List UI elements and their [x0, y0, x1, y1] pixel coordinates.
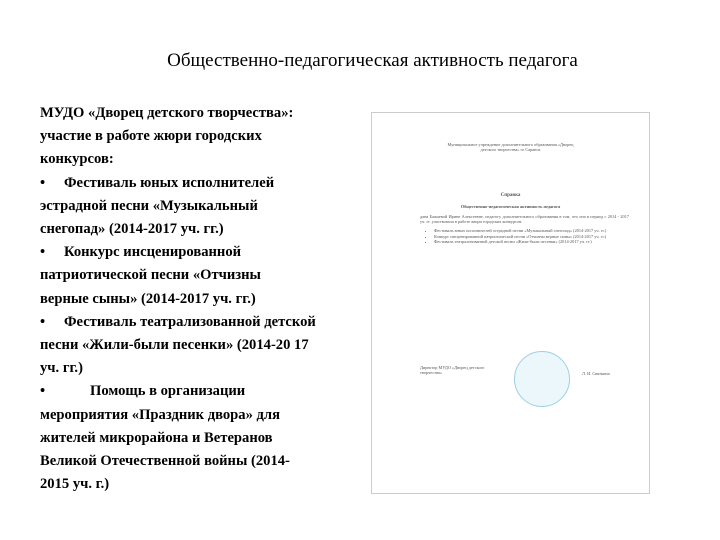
text-line: уч. гг.): [40, 360, 83, 377]
doc-signer-name: Л. И. Святкина: [582, 371, 610, 376]
doc-signer-title: Директор МУДО «Дворец детского творчества»: [420, 365, 485, 376]
text-line: верные сыны» (2014-2017 уч. гг.): [40, 290, 256, 307]
text-line: патриотической песни «Отчизны: [40, 267, 261, 284]
text-line: МУДО «Дворец детского творчества»:: [40, 105, 294, 121]
doc-header: Муниципальное учреждение дополнительного образования «Дворец детского творчества» го Саранск: [447, 142, 574, 153]
list-item: • Фестиваль театрализованной детской: [40, 311, 360, 334]
text-line: песни «Жили-были песенки» (2014-20 17: [40, 337, 309, 354]
bullet: •: [40, 383, 46, 400]
doc-body: дана Бажаевой Ирине Алексеевне, педагогу дополнительного образования в том, что она в период с 2014 - 2017 уч. гг. участвовала в работе жюри городских конкурсов.: [420, 213, 629, 225]
list-item: • Фестиваль юных исполнителей: [40, 172, 360, 195]
page-title: Общественно-педагогическая активность педагога: [167, 50, 578, 71]
text-line: конкурсов:: [40, 151, 114, 168]
text-line: эстрадной песни «Музыкальный: [40, 197, 258, 214]
text-line: жителей микрорайона и Ветеранов: [40, 429, 273, 446]
doc-subheading: Общественно-педагогическая активность педагога: [460, 204, 561, 210]
list-item: • Конкурс инсценированной: [40, 241, 360, 264]
doc-item: • Фестиваль театрализованной детской песни «Жили-были песенки» (2014-2017 уч. гг.): [434, 239, 629, 244]
text-line: участие в работе жюри городских: [40, 128, 262, 145]
bullet: •: [40, 244, 46, 261]
text-line: Великой Отечественной войны (2014-: [40, 453, 290, 470]
list-item: • Помощь в организации: [40, 380, 360, 403]
stamp-icon: [514, 351, 570, 407]
activity-list: [40, 102, 360, 496]
text-line: 2015 уч. г.): [40, 476, 110, 493]
doc-item: • Конкурс инсценированной патриотической песни «Отчизны верные сыны» (2014-2017 уч. гг.): [434, 234, 629, 239]
doc-item: • Фестиваль юных исполнителей эстрадной песни «Музыкальный снегопад» (2014-2017 уч. гг.): [434, 228, 629, 233]
text-line: снегопад» (2014-2017 уч. гг.): [40, 221, 224, 238]
scanned-certificate: [371, 112, 650, 494]
bullet: •: [40, 313, 46, 330]
text-line: мероприятия «Праздник двора» для: [40, 406, 280, 423]
bullet: •: [40, 174, 46, 191]
doc-heading: Справка: [500, 192, 521, 198]
